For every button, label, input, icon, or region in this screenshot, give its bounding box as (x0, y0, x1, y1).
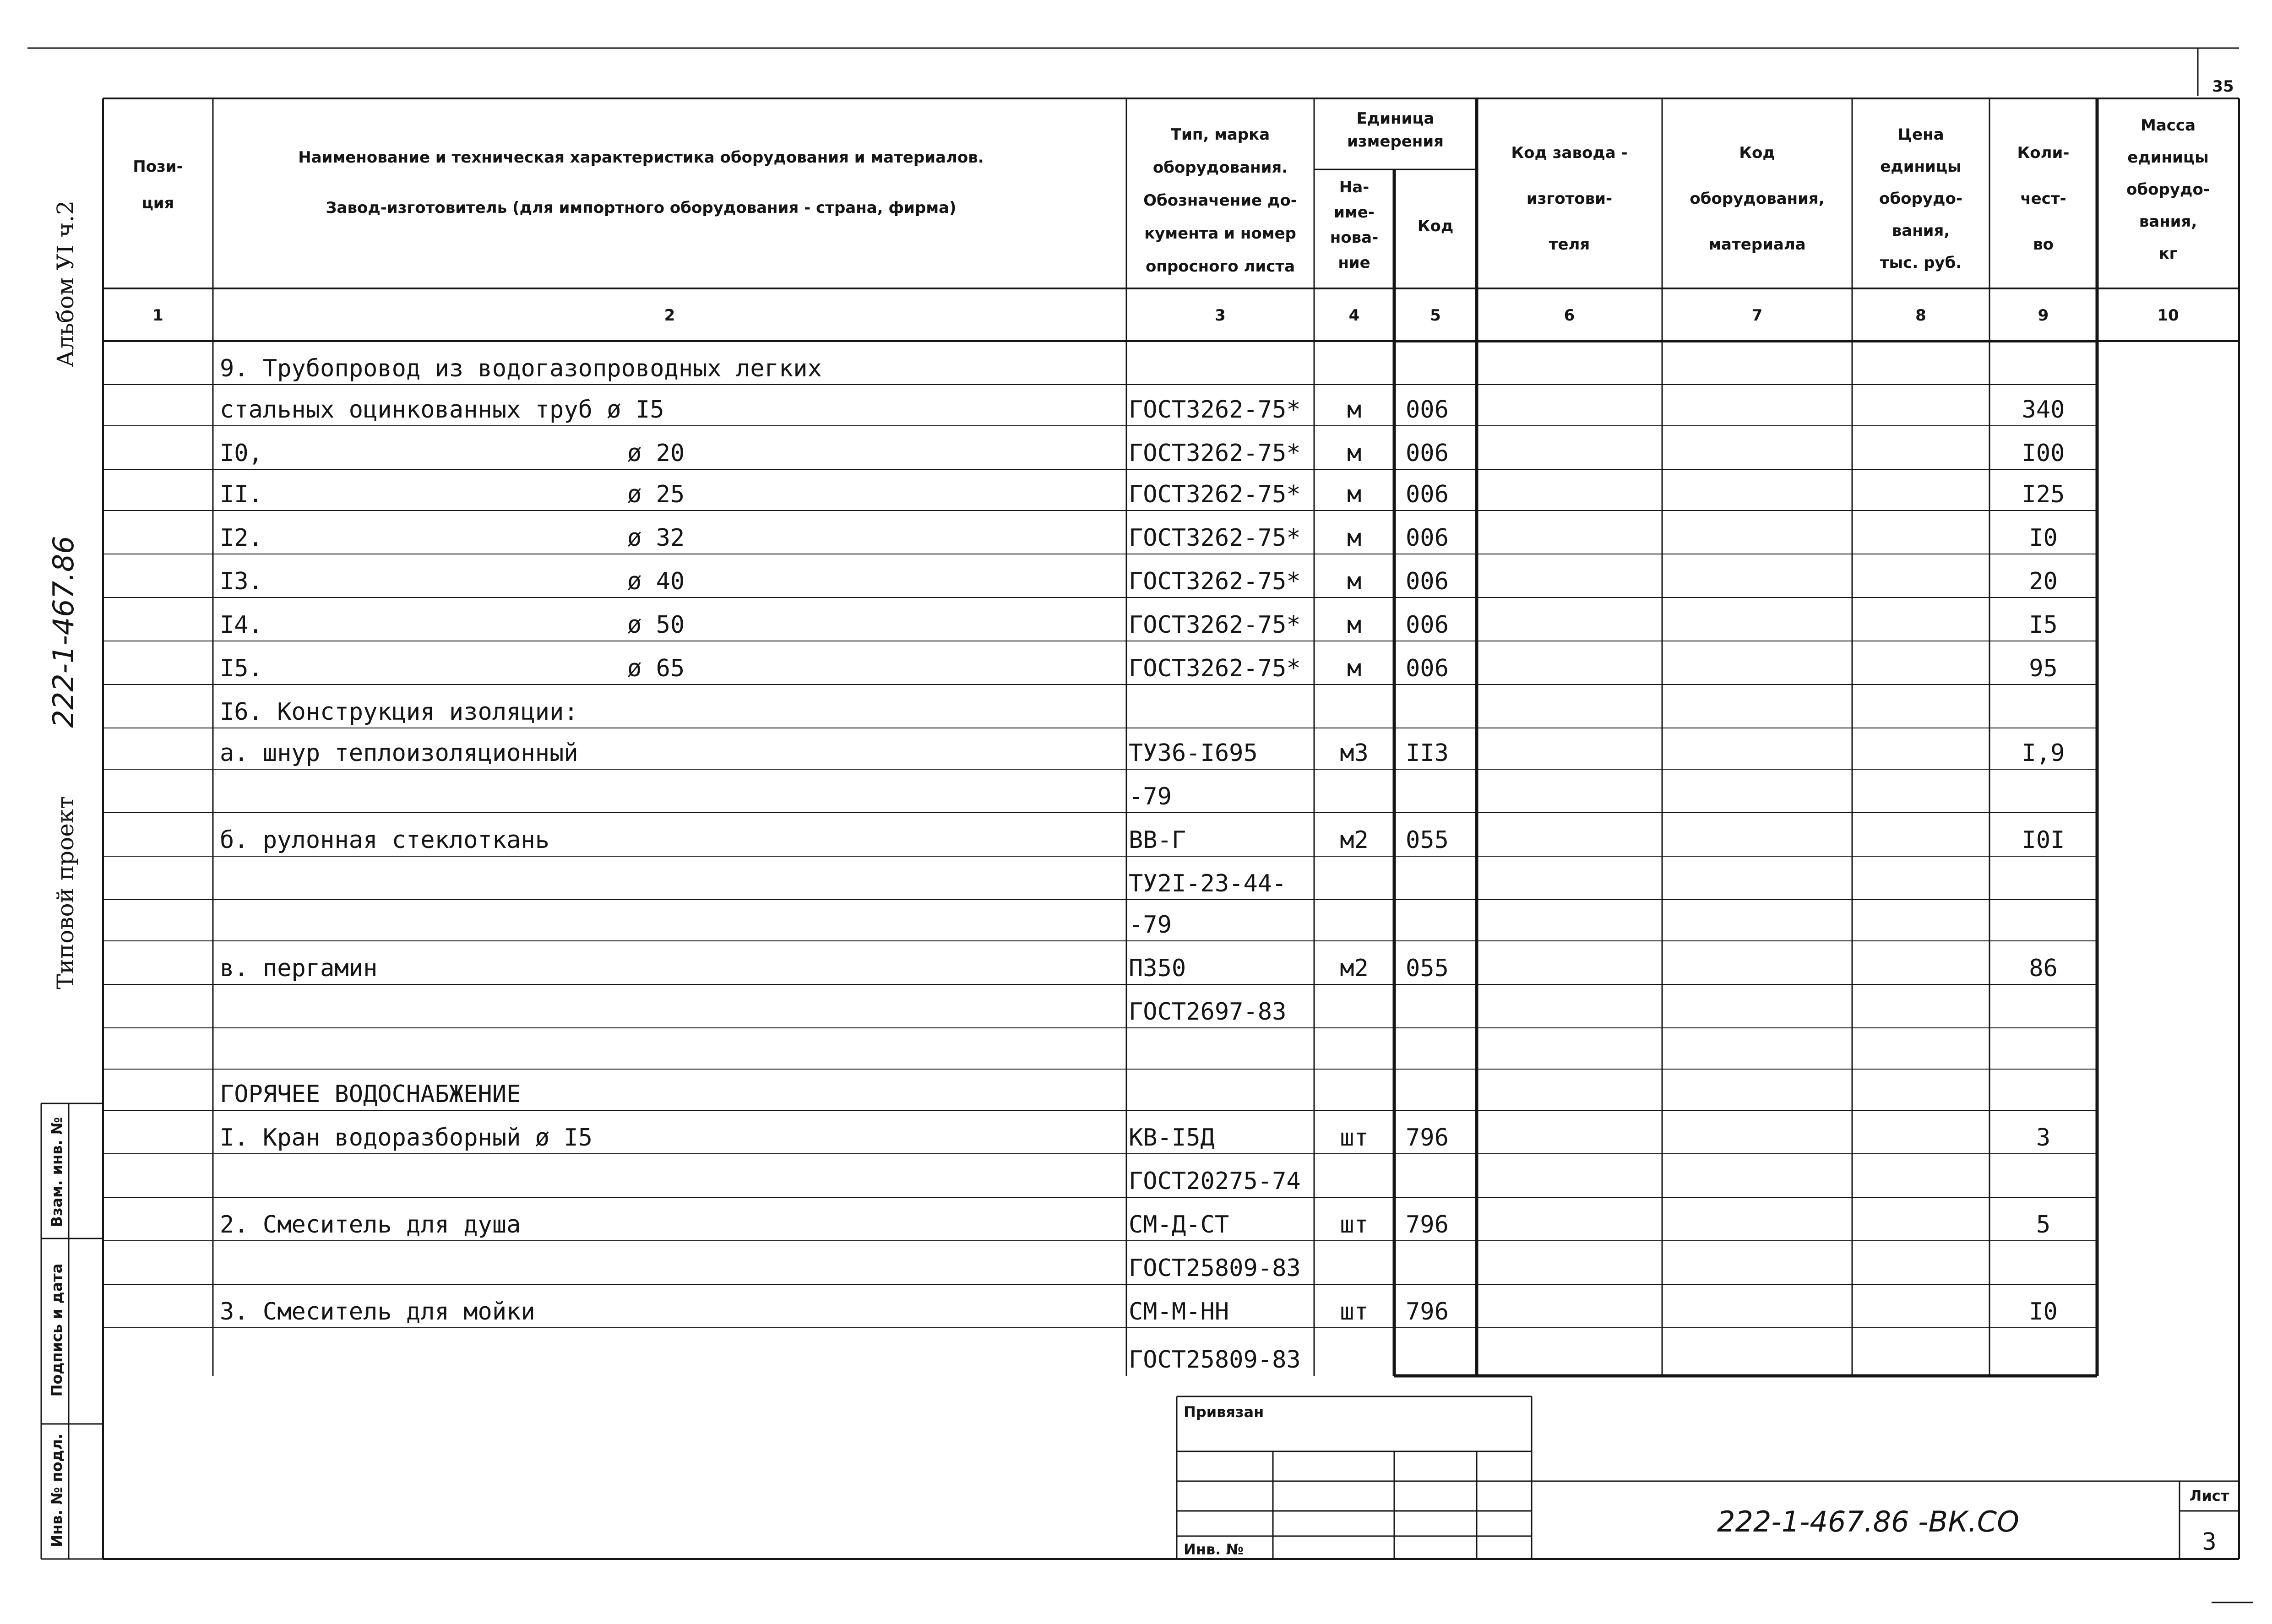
item-unit-code: 006 (1406, 655, 1449, 682)
column-number-1: 1 (152, 306, 163, 325)
column-number-2: 2 (664, 306, 675, 325)
header-position: ция (141, 194, 174, 212)
item-type: ГОСТ20275-74 (1129, 1168, 1301, 1195)
header-price: Цена (1897, 125, 1944, 144)
item-quantity: 86 (2029, 955, 2058, 982)
sheet-label: Лист (2189, 1487, 2229, 1505)
item-unit: м (1347, 396, 1362, 424)
item-unit: шт (1340, 1298, 1369, 1325)
item-diameter: ø 32 (627, 524, 685, 552)
item-unit: м (1347, 568, 1362, 595)
item-quantity: 20 (2029, 568, 2058, 595)
item-unit-code: 006 (1406, 524, 1449, 552)
item-type: ГОСТ25809-83 (1129, 1346, 1301, 1374)
item-name: 3. Смеситель для мойки (220, 1298, 535, 1325)
item-unit: м (1347, 655, 1362, 682)
column-number-5: 5 (1430, 306, 1441, 325)
item-name: I0, (220, 440, 263, 467)
item-name: а. шнур теплоизоляционный (220, 739, 578, 767)
header-mass: кг (2158, 244, 2178, 263)
item-unit: м (1347, 481, 1362, 508)
header-unit-name: име- (1334, 203, 1375, 222)
item-quantity: I5 (2029, 611, 2058, 639)
item-name: I5. (220, 655, 263, 682)
item-name: б. рулонная стеклоткань (220, 826, 550, 854)
item-name: 9. Трубопровод из водогазопроводных легких (220, 355, 822, 382)
item-type: -79 (1129, 911, 1172, 939)
item-quantity: I25 (2022, 481, 2065, 508)
item-type: ГОСТ25809-83 (1129, 1255, 1301, 1282)
item-unit-code: 006 (1406, 481, 1449, 508)
header-price: тыс. руб. (1880, 254, 1962, 272)
column-number-9: 9 (2038, 306, 2049, 325)
item-name: I2. (220, 524, 263, 552)
item-quantity: 340 (2022, 396, 2065, 424)
item-unit-code: 006 (1406, 396, 1449, 424)
sheet-text (47, 77, 2234, 1558)
item-unit-code: 006 (1406, 440, 1449, 467)
item-type: ТУ36-I695 (1129, 739, 1258, 767)
header-price: единицы (1880, 158, 1962, 176)
side-project-code: 222-1-467.86 (47, 536, 80, 728)
item-type: ГОСТ3262-75* (1129, 440, 1301, 467)
header-type: Обозначение до- (1143, 191, 1297, 210)
item-type: ГОСТ3262-75* (1129, 396, 1301, 424)
item-type: ГОСТ3262-75* (1129, 655, 1301, 682)
header-type: оборудования. (1152, 158, 1288, 177)
item-name: стальных оцинкованных труб ø I5 (220, 396, 664, 424)
item-unit: шт (1340, 1211, 1369, 1238)
privyazan-label: Привязан (1184, 1403, 1264, 1421)
item-diameter: ø 50 (627, 611, 685, 639)
item-unit: м (1347, 440, 1362, 467)
drawing-code: 222-1-467.86 -ВК.СО (1717, 1505, 2019, 1538)
item-unit-code: 006 (1406, 568, 1449, 595)
item-type: КВ-I5Д (1129, 1124, 1215, 1151)
column-number-7: 7 (1751, 306, 1763, 325)
item-diameter: ø 40 (627, 568, 685, 595)
header-unit-name: нова- (1330, 228, 1379, 247)
header-type: Тип, марка (1170, 125, 1270, 144)
header-equipment-code: оборудования, (1690, 190, 1825, 208)
item-quantity: I00 (2022, 440, 2065, 467)
item-unit-code: 055 (1406, 826, 1449, 854)
header-factory-code: теля (1549, 235, 1590, 254)
item-name: I4. (220, 611, 263, 639)
item-type: ГОСТ3262-75* (1129, 611, 1301, 639)
header-mass: единицы (2127, 148, 2209, 167)
header-unit-code: Код (1417, 217, 1454, 235)
item-unit-code: 006 (1406, 611, 1449, 639)
sheet-number: 3 (2202, 1528, 2217, 1556)
item-type: ВВ-Г (1129, 826, 1186, 854)
item-name: I. Кран водоразборный ø I5 (220, 1124, 592, 1151)
header-quantity: во (2033, 235, 2054, 254)
header-type: кумента и номер (1144, 224, 1296, 243)
header-equipment-code: материала (1708, 235, 1806, 254)
item-unit-code: 796 (1406, 1124, 1449, 1151)
item-unit-code: II3 (1406, 739, 1449, 767)
column-number-4: 4 (1348, 306, 1360, 325)
header-mass: вания, (2139, 212, 2197, 231)
side-album-label: Альбом УI ч.2 (52, 200, 79, 368)
column-number-6: 6 (1564, 306, 1575, 325)
item-quantity: I0 (2029, 524, 2058, 552)
column-number-3: 3 (1215, 306, 1226, 325)
header-mass: Масса (2140, 116, 2196, 135)
item-quantity: 3 (2036, 1124, 2051, 1151)
item-diameter: ø 65 (627, 655, 685, 682)
stamp-vzam-inv: Взам. инв. № (48, 1117, 65, 1228)
item-name: I6. Конструкция изоляции: (220, 698, 578, 726)
item-quantity: I0 (2029, 1298, 2058, 1325)
header-unit-name: На- (1339, 178, 1370, 196)
item-quantity: I,9 (2022, 739, 2065, 767)
item-quantity: 95 (2029, 655, 2058, 682)
header-type: опросного листа (1145, 257, 1295, 276)
header-unit-group: измерения (1347, 132, 1444, 151)
header-manufacturer: Завод-изготовитель (для импортного оборудования - страна, фирма) (326, 199, 957, 217)
item-type: П350 (1129, 955, 1186, 982)
item-type: СМ-М-НН (1129, 1298, 1229, 1325)
item-unit: м (1347, 611, 1362, 639)
item-type: -79 (1129, 783, 1172, 810)
header-price: оборудо- (1879, 190, 1962, 208)
header-unit-name: ние (1338, 254, 1370, 272)
column-number-10: 10 (2157, 306, 2179, 325)
header-price: вания, (1892, 222, 1950, 240)
item-unit: шт (1340, 1124, 1369, 1151)
item-unit-code: 055 (1406, 955, 1449, 982)
header-position: Пози- (133, 158, 183, 176)
header-unit-group: Единица (1356, 109, 1435, 128)
item-name: 2. Смеситель для душа (220, 1211, 521, 1238)
item-unit: м (1347, 524, 1362, 552)
header-factory-code: Код завода - (1511, 144, 1628, 162)
inv-no-label: Инв. № (1184, 1541, 1244, 1558)
item-unit-code: 796 (1406, 1298, 1449, 1325)
item-diameter: ø 20 (627, 440, 685, 467)
stamp-podpis-data: Подпись и дата (48, 1263, 65, 1397)
stamp-inv-podl: Инв. № подл. (48, 1434, 65, 1547)
header-equipment-code: Код (1739, 144, 1775, 162)
item-type: ТУ2I-23-44- (1129, 870, 1287, 897)
item-type: ГОСТ2697-83 (1129, 998, 1287, 1026)
header-factory-code: изготови- (1526, 190, 1613, 208)
item-quantity: I0I (2022, 826, 2065, 854)
item-name: II. (220, 481, 263, 508)
item-unit: м3 (1340, 739, 1369, 767)
item-unit: м2 (1340, 826, 1369, 854)
header-quantity: Коли- (2017, 144, 2070, 162)
header-mass: оборудо- (2126, 180, 2210, 199)
item-name: в. пергамин (220, 955, 378, 982)
item-type: ГОСТ3262-75* (1129, 524, 1301, 552)
column-number-8: 8 (1915, 306, 1926, 325)
header-quantity: чест- (2020, 190, 2066, 208)
item-name: ГОРЯЧЕЕ ВОДОСНАБЖЕНИЕ (220, 1081, 521, 1108)
item-unit-code: 796 (1406, 1211, 1449, 1238)
side-project-type: Типовой проект (52, 796, 79, 989)
item-unit: м2 (1340, 955, 1369, 982)
item-type: ГОСТ3262-75* (1129, 568, 1301, 595)
header-name: Наименование и техническая характеристика оборудования и материалов. (298, 148, 984, 167)
item-quantity: 5 (2036, 1211, 2051, 1238)
page-number: 35 (2212, 77, 2234, 96)
item-name: I3. (220, 568, 263, 595)
item-diameter: ø 25 (627, 481, 685, 508)
item-type: СМ-Д-СТ (1129, 1211, 1229, 1238)
item-type: ГОСТ3262-75* (1129, 481, 1301, 508)
